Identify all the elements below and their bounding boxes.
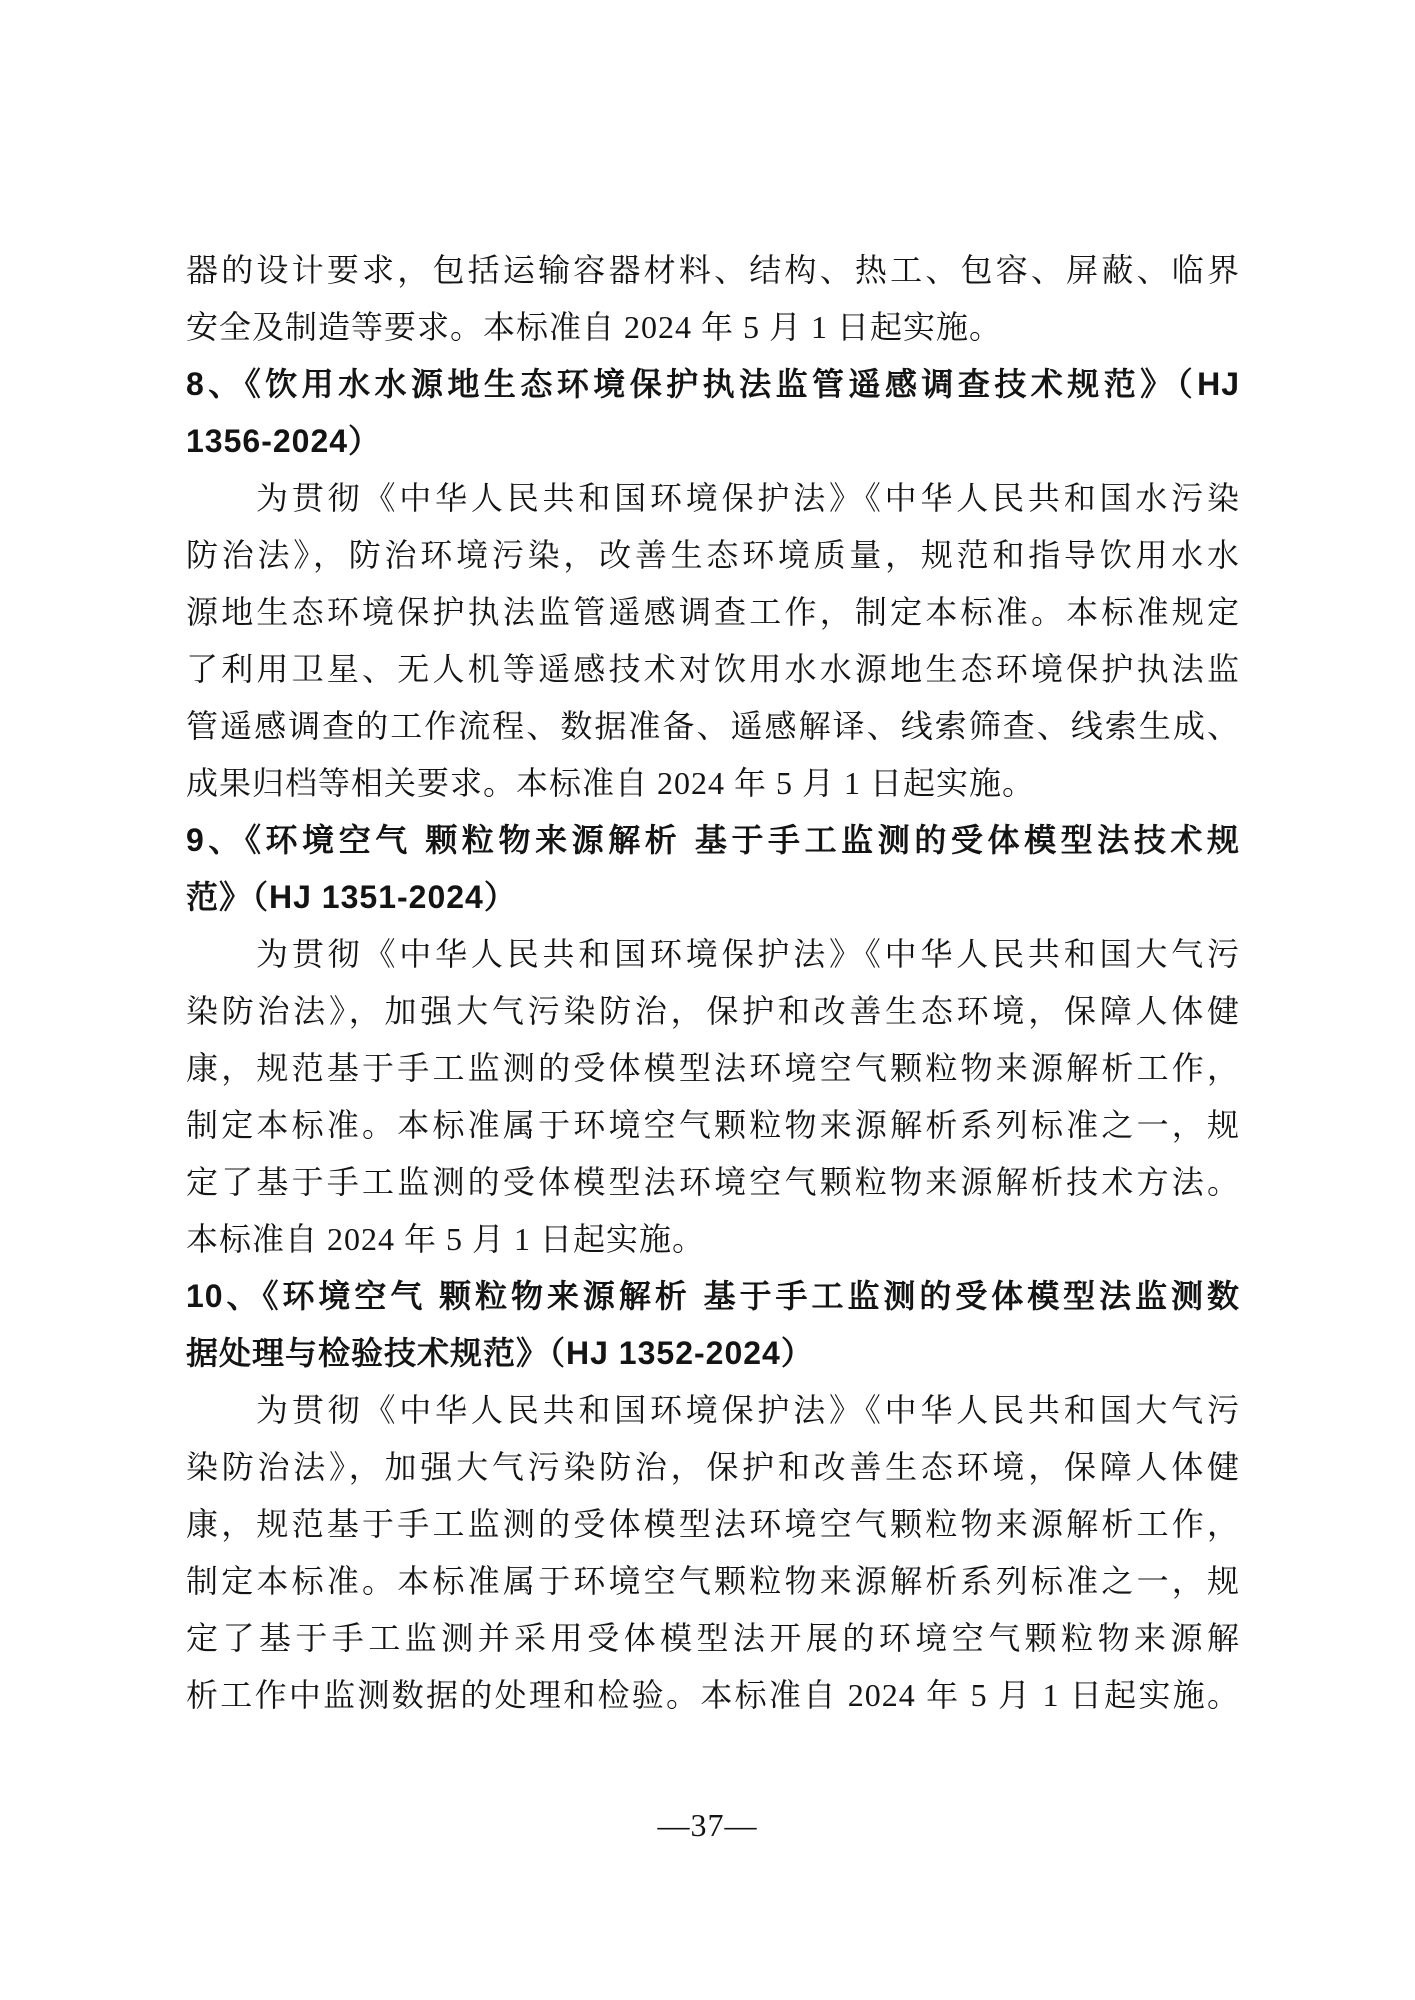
paragraph-line: 制定本标准。本标准属于环境空气颗粒物来源解析系列标准之一，规 xyxy=(186,1563,1240,1599)
paragraph-line: 定了基于手工监测的受体模型法环境空气颗粒物来源解析技术方法。 xyxy=(186,1164,1240,1200)
paragraph-line: 了利用卫星、无人机等遥感技术对饮用水水源地生态环境保护执法监 xyxy=(186,651,1240,687)
paragraph-line: 康，规范基于手工监测的受体模型法环境空气颗粒物来源解析工作， xyxy=(186,1506,1240,1542)
paragraph-line: 器的设计要求，包括运输容器材料、结构、热工、包容、屏蔽、临界 xyxy=(186,252,1240,288)
section-9-heading-line-1: 9、《环境空气 颗粒物来源解析 基于手工监测的受体模型法技术规 xyxy=(186,822,1240,858)
paragraph-line: 康，规范基于手工监测的受体模型法环境空气颗粒物来源解析工作， xyxy=(186,1050,1240,1086)
page-number: —37— xyxy=(657,1807,758,1843)
paragraph-line: 成果归档等相关要求。本标准自 2024 年 5 月 1 日起实施。 xyxy=(186,765,1036,801)
paragraph-line: 管遥感调查的工作流程、数据准备、遥感解译、线索筛查、线索生成、 xyxy=(186,708,1240,744)
section-8-heading-line-2: 1356-2024） xyxy=(186,423,382,459)
section-10-heading-line-2: 据处理与检验技术规范》（HJ 1352-2024） xyxy=(186,1335,814,1371)
section-10-heading-line-1: 10、《环境空气 颗粒物来源解析 基于手工监测的受体模型法监测数 xyxy=(186,1278,1240,1314)
section-9-heading-line-2: 范》（HJ 1351-2024） xyxy=(186,879,517,915)
paragraph-line: 安全及制造等要求。本标准自 2024 年 5 月 1 日起实施。 xyxy=(186,309,1003,345)
paragraph-line: 为贯彻《中华人民共和国环境保护法》《中华人民共和国大气污 xyxy=(256,1392,1240,1428)
paragraph-line: 染防治法》，加强大气污染防治，保护和改善生态环境，保障人体健 xyxy=(186,993,1240,1029)
paragraph-line: 染防治法》，加强大气污染防治，保护和改善生态环境，保障人体健 xyxy=(186,1449,1240,1485)
paragraph-line: 为贯彻《中华人民共和国环境保护法》《中华人民共和国大气污 xyxy=(256,936,1240,972)
paragraph-line: 定了基于手工监测并采用受体模型法开展的环境空气颗粒物来源解 xyxy=(186,1620,1240,1656)
paragraph-line: 析工作中监测数据的处理和检验。本标准自 2024 年 5 月 1 日起实施。 xyxy=(186,1677,1240,1713)
paragraph-line: 制定本标准。本标准属于环境空气颗粒物来源解析系列标准之一，规 xyxy=(186,1107,1240,1143)
section-8-heading-line-1: 8、《饮用水水源地生态环境保护执法监管遥感调查技术规范》（HJ xyxy=(186,366,1240,402)
paragraph-line: 为贯彻《中华人民共和国环境保护法》《中华人民共和国水污染 xyxy=(256,480,1240,516)
paragraph-line: 本标准自 2024 年 5 月 1 日起实施。 xyxy=(186,1221,706,1257)
paragraph-line: 源地生态环境保护执法监管遥感调查工作，制定本标准。本标准规定 xyxy=(186,594,1240,630)
document-text-block xyxy=(186,242,1240,1724)
paragraph-line: 防治法》，防治环境污染，改善生态环境质量，规范和指导饮用水水 xyxy=(186,537,1240,573)
